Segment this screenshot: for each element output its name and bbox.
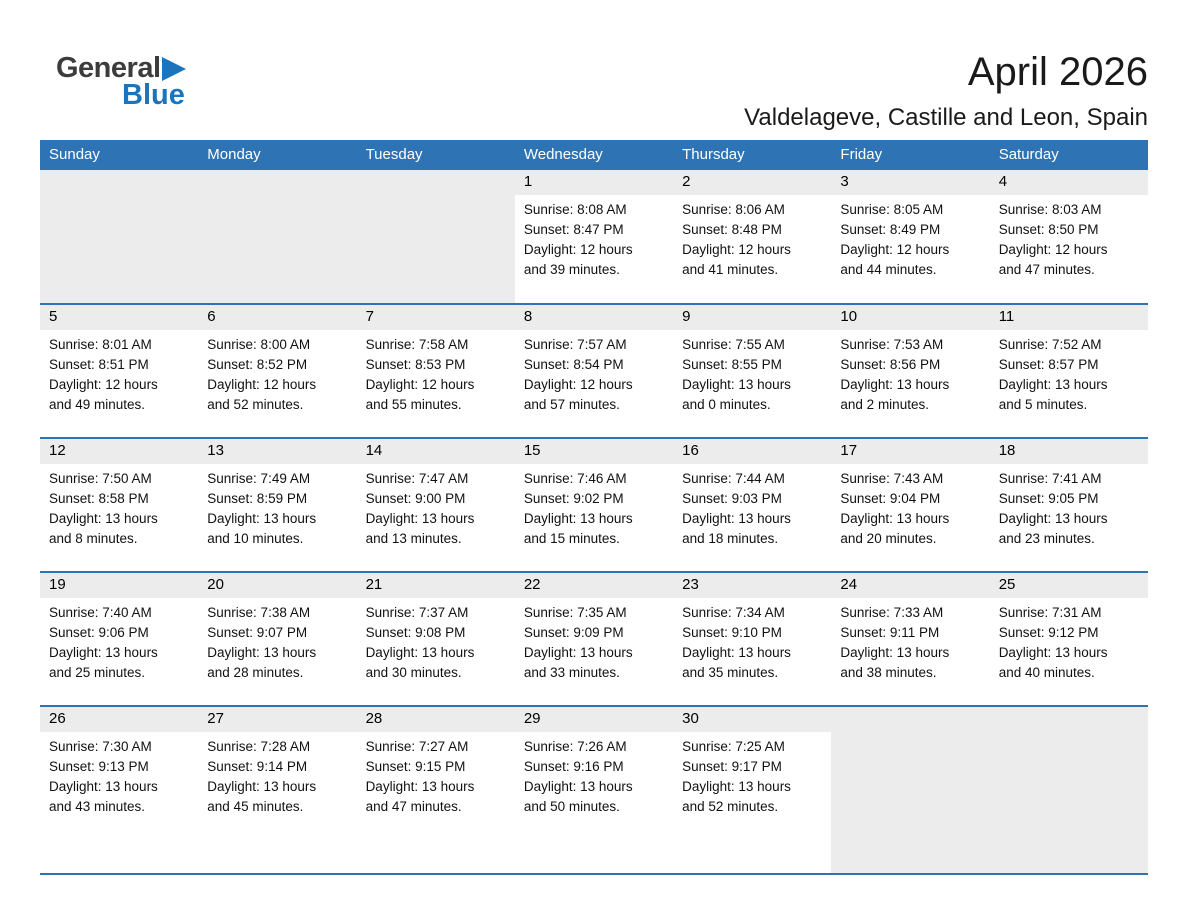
- day-number: 5: [40, 305, 198, 330]
- day-detail-line: and 45 minutes.: [207, 799, 304, 815]
- day-detail-line: Sunset: 9:16 PM: [523, 758, 624, 774]
- day-detail-line: Daylight: 13 hours: [840, 511, 950, 527]
- day-detail-line: Sunset: 8:54 PM: [523, 356, 624, 372]
- day-detail-line: Daylight: 13 hours: [998, 645, 1108, 661]
- day-cell-10: [831, 304, 989, 438]
- day-detail-line: Daylight: 13 hours: [998, 511, 1108, 527]
- location-subtitle: Valdelageve, Castille and Leon, Spain: [744, 104, 1148, 131]
- day-details: [515, 464, 673, 550]
- day-cell-29: [515, 706, 673, 874]
- day-detail-line: and 0 minutes.: [682, 397, 771, 413]
- day-detail-line: Daylight: 13 hours: [682, 377, 791, 393]
- day-number: 28: [357, 707, 515, 732]
- day-details: [673, 732, 831, 818]
- day-number: 30: [673, 707, 831, 732]
- day-detail-line: Sunset: 9:14 PM: [207, 758, 308, 774]
- day-details: [357, 598, 515, 684]
- day-cell-7: [357, 304, 515, 438]
- day-cell-24: [831, 572, 989, 706]
- day-detail-line: and 38 minutes.: [840, 665, 937, 681]
- day-detail-line: and 55 minutes.: [365, 397, 462, 413]
- day-detail-line: and 39 minutes.: [523, 262, 620, 278]
- day-detail-line: and 10 minutes.: [207, 531, 304, 547]
- day-detail-line: Sunrise: 7:26 AM: [523, 738, 627, 754]
- title-block: [744, 50, 1148, 132]
- day-number: 11: [990, 305, 1148, 330]
- day-number: 24: [831, 573, 989, 598]
- day-cell-13: [198, 438, 356, 572]
- day-detail-line: Daylight: 13 hours: [365, 511, 475, 527]
- day-detail-line: Sunrise: 7:40 AM: [49, 604, 152, 620]
- day-cell-1: [515, 170, 673, 304]
- calendar-head: [40, 140, 1148, 170]
- day-cell-2: [673, 170, 831, 304]
- day-detail-line: and 52 minutes.: [682, 799, 779, 815]
- day-detail-line: and 5 minutes.: [998, 397, 1088, 413]
- day-detail-line: Sunset: 9:08 PM: [365, 624, 466, 640]
- day-detail-line: Sunrise: 7:31 AM: [998, 604, 1102, 620]
- day-detail-line: Sunset: 9:04 PM: [840, 490, 941, 506]
- day-detail-line: Daylight: 13 hours: [998, 377, 1108, 393]
- day-number: 15: [515, 439, 673, 464]
- day-details: [198, 732, 356, 818]
- day-cell-12: [40, 438, 198, 572]
- weekday-header-monday: Monday: [198, 140, 356, 170]
- general-blue-logo: [40, 50, 186, 110]
- day-details: [357, 732, 515, 818]
- day-detail-line: Daylight: 13 hours: [523, 511, 633, 527]
- day-cell-5: [40, 304, 198, 438]
- day-details: [198, 598, 356, 684]
- day-detail-line: Sunset: 8:49 PM: [840, 221, 941, 237]
- day-detail-line: Sunrise: 7:41 AM: [998, 470, 1102, 486]
- day-number: 3: [831, 170, 989, 195]
- week-row-2: [40, 304, 1148, 438]
- day-cell-25: [990, 572, 1148, 706]
- day-detail-line: Daylight: 12 hours: [840, 242, 950, 258]
- day-detail-line: Sunset: 8:55 PM: [682, 356, 782, 372]
- day-detail-line: Sunrise: 7:46 AM: [523, 470, 627, 486]
- day-detail-line: and 40 minutes.: [998, 665, 1095, 681]
- day-detail-line: Sunrise: 8:08 AM: [523, 201, 627, 217]
- day-cell-22: [515, 572, 673, 706]
- day-number: 7: [357, 305, 515, 330]
- day-detail-line: Daylight: 12 hours: [523, 377, 633, 393]
- weekday-header-row: [40, 140, 1148, 170]
- day-detail-line: and 13 minutes.: [365, 531, 462, 547]
- day-detail-line: and 41 minutes.: [682, 262, 779, 278]
- day-number: 26: [40, 707, 198, 732]
- day-cell-28: [357, 706, 515, 874]
- logo-text-general: General: [56, 52, 161, 84]
- day-detail-line: Daylight: 13 hours: [682, 779, 791, 795]
- day-cell-3: [831, 170, 989, 304]
- day-detail-line: Sunset: 9:07 PM: [207, 624, 308, 640]
- day-detail-line: Sunrise: 8:00 AM: [207, 336, 311, 352]
- page-title: April 2026: [967, 50, 1148, 94]
- day-detail-line: and 35 minutes.: [682, 665, 779, 681]
- day-details: [40, 732, 198, 818]
- day-details: [673, 598, 831, 684]
- day-detail-line: Sunset: 8:53 PM: [365, 356, 466, 372]
- day-detail-line: Sunrise: 7:28 AM: [207, 738, 311, 754]
- day-details: [515, 330, 673, 416]
- day-cell-11: [990, 304, 1148, 438]
- day-detail-line: Sunset: 9:06 PM: [49, 624, 149, 640]
- day-detail-line: Daylight: 12 hours: [207, 377, 317, 393]
- day-detail-line: Sunrise: 7:55 AM: [682, 336, 785, 352]
- day-detail-line: Sunset: 9:03 PM: [682, 490, 782, 506]
- day-number: 21: [357, 573, 515, 598]
- day-cell-15: [515, 438, 673, 572]
- day-details: [990, 195, 1148, 281]
- day-detail-line: and 47 minutes.: [998, 262, 1095, 278]
- day-cell-17: [831, 438, 989, 572]
- day-detail-line: and 43 minutes.: [49, 799, 146, 815]
- weekday-header-sunday: Sunday: [40, 140, 198, 170]
- day-detail-line: Sunrise: 7:43 AM: [840, 470, 944, 486]
- day-detail-line: Sunrise: 7:53 AM: [840, 336, 944, 352]
- day-details: [357, 330, 515, 416]
- day-number: 9: [673, 305, 831, 330]
- day-detail-line: Daylight: 13 hours: [207, 645, 317, 661]
- day-details: [673, 195, 831, 281]
- week-row-5: [40, 706, 1148, 874]
- day-number: 10: [831, 305, 989, 330]
- day-detail-line: and 49 minutes.: [49, 397, 146, 413]
- day-detail-line: Sunrise: 8:06 AM: [682, 201, 785, 217]
- day-details: [515, 195, 673, 281]
- day-detail-line: Sunrise: 7:35 AM: [523, 604, 627, 620]
- day-detail-line: Sunrise: 7:49 AM: [207, 470, 311, 486]
- day-detail-line: Sunset: 9:17 PM: [682, 758, 782, 774]
- day-detail-line: Sunrise: 7:27 AM: [365, 738, 469, 754]
- day-cell-4: [990, 170, 1148, 304]
- day-detail-line: Sunrise: 7:57 AM: [523, 336, 627, 352]
- day-detail-line: and 15 minutes.: [523, 531, 620, 547]
- day-details: [831, 464, 989, 550]
- day-detail-line: and 44 minutes.: [840, 262, 937, 278]
- day-details: [831, 330, 989, 416]
- day-number: 25: [990, 573, 1148, 598]
- day-detail-line: Sunrise: 7:44 AM: [682, 470, 785, 486]
- day-detail-line: Daylight: 12 hours: [998, 242, 1108, 258]
- calendar-table: [40, 140, 1148, 875]
- day-detail-line: and 57 minutes.: [523, 397, 620, 413]
- day-detail-line: Sunset: 9:15 PM: [365, 758, 466, 774]
- week-row-1: [40, 170, 1148, 304]
- empty-day-cell: [357, 170, 515, 304]
- day-detail-line: Sunrise: 8:01 AM: [49, 336, 152, 352]
- day-detail-line: Daylight: 13 hours: [207, 779, 317, 795]
- weekday-header-thursday: Thursday: [673, 140, 831, 170]
- day-details: [357, 464, 515, 550]
- day-detail-line: Sunrise: 8:03 AM: [998, 201, 1102, 217]
- week-row-4: [40, 572, 1148, 706]
- day-detail-line: Sunset: 9:09 PM: [523, 624, 624, 640]
- day-detail-line: Daylight: 13 hours: [840, 645, 950, 661]
- day-detail-line: Sunset: 9:02 PM: [523, 490, 624, 506]
- empty-day-cell: [990, 706, 1148, 874]
- empty-day-cell: [831, 706, 989, 874]
- weekday-header-friday: Friday: [831, 140, 989, 170]
- day-detail-line: and 25 minutes.: [49, 665, 146, 681]
- day-detail-line: Sunrise: 7:52 AM: [998, 336, 1102, 352]
- day-detail-line: Daylight: 13 hours: [49, 645, 158, 661]
- day-detail-line: Daylight: 12 hours: [49, 377, 158, 393]
- day-detail-line: Daylight: 12 hours: [682, 242, 791, 258]
- day-detail-line: and 47 minutes.: [365, 799, 462, 815]
- day-detail-line: Sunrise: 7:47 AM: [365, 470, 469, 486]
- day-number: 2: [673, 170, 831, 195]
- day-details: [990, 330, 1148, 416]
- day-details: [831, 195, 989, 281]
- day-details: [990, 598, 1148, 684]
- day-detail-line: Sunset: 9:12 PM: [998, 624, 1099, 640]
- day-number: 1: [515, 170, 673, 195]
- day-detail-line: Sunset: 8:47 PM: [523, 221, 624, 237]
- day-cell-23: [673, 572, 831, 706]
- page-header: [0, 0, 1188, 140]
- day-number: 13: [198, 439, 356, 464]
- day-number: 22: [515, 573, 673, 598]
- day-detail-line: and 33 minutes.: [523, 665, 620, 681]
- day-detail-line: Daylight: 13 hours: [682, 511, 791, 527]
- day-detail-line: and 23 minutes.: [998, 531, 1095, 547]
- day-detail-line: Sunset: 9:11 PM: [840, 624, 940, 640]
- day-number: 12: [40, 439, 198, 464]
- day-detail-line: Daylight: 13 hours: [207, 511, 317, 527]
- day-cell-9: [673, 304, 831, 438]
- day-cell-6: [198, 304, 356, 438]
- day-detail-line: and 28 minutes.: [207, 665, 304, 681]
- day-detail-line: Sunset: 9:13 PM: [49, 758, 149, 774]
- day-detail-line: Sunrise: 7:38 AM: [207, 604, 311, 620]
- day-detail-line: Sunset: 9:00 PM: [365, 490, 466, 506]
- day-details: [515, 732, 673, 818]
- day-details: [673, 330, 831, 416]
- weekday-header-wednesday: Wednesday: [515, 140, 673, 170]
- day-detail-line: Sunrise: 7:34 AM: [682, 604, 785, 620]
- day-detail-line: Daylight: 12 hours: [365, 377, 475, 393]
- day-detail-line: Daylight: 13 hours: [682, 645, 791, 661]
- day-detail-line: and 20 minutes.: [840, 531, 937, 547]
- day-detail-line: Sunrise: 7:37 AM: [365, 604, 469, 620]
- empty-day-cell: [40, 170, 198, 304]
- day-detail-line: and 30 minutes.: [365, 665, 462, 681]
- day-detail-line: and 18 minutes.: [682, 531, 779, 547]
- day-detail-line: Sunset: 8:50 PM: [998, 221, 1099, 237]
- day-detail-line: Daylight: 13 hours: [523, 779, 633, 795]
- day-number: 29: [515, 707, 673, 732]
- day-cell-16: [673, 438, 831, 572]
- logo-triangle-icon: [162, 57, 186, 81]
- day-details: [990, 464, 1148, 550]
- day-number: 20: [198, 573, 356, 598]
- day-detail-line: Sunset: 9:10 PM: [682, 624, 782, 640]
- day-detail-line: and 50 minutes.: [523, 799, 620, 815]
- day-detail-line: and 52 minutes.: [207, 397, 304, 413]
- day-detail-line: Sunrise: 7:30 AM: [49, 738, 152, 754]
- day-number: 18: [990, 439, 1148, 464]
- empty-day-cell: [198, 170, 356, 304]
- day-cell-21: [357, 572, 515, 706]
- day-cell-26: [40, 706, 198, 874]
- day-detail-line: Daylight: 13 hours: [840, 377, 950, 393]
- day-detail-line: Sunrise: 8:05 AM: [840, 201, 944, 217]
- day-detail-line: Sunrise: 7:33 AM: [840, 604, 944, 620]
- day-details: [40, 464, 198, 550]
- day-detail-line: Sunrise: 7:25 AM: [682, 738, 785, 754]
- day-number: 6: [198, 305, 356, 330]
- day-number: 19: [40, 573, 198, 598]
- day-detail-line: Daylight: 13 hours: [49, 511, 158, 527]
- day-detail-line: and 8 minutes.: [49, 531, 138, 547]
- day-detail-line: Daylight: 13 hours: [365, 645, 475, 661]
- week-row-3: [40, 438, 1148, 572]
- day-detail-line: Daylight: 13 hours: [523, 645, 633, 661]
- day-number: 8: [515, 305, 673, 330]
- day-details: [40, 330, 198, 416]
- day-cell-19: [40, 572, 198, 706]
- day-detail-line: Sunset: 9:05 PM: [998, 490, 1099, 506]
- day-number: 16: [673, 439, 831, 464]
- day-details: [831, 598, 989, 684]
- day-detail-line: Sunset: 8:51 PM: [49, 356, 149, 372]
- day-details: [40, 598, 198, 684]
- day-details: [515, 598, 673, 684]
- weekday-header-tuesday: Tuesday: [357, 140, 515, 170]
- day-detail-line: Sunrise: 7:50 AM: [49, 470, 152, 486]
- day-detail-line: Sunrise: 7:58 AM: [365, 336, 469, 352]
- day-detail-line: Daylight: 13 hours: [49, 779, 158, 795]
- day-detail-line: Sunset: 8:56 PM: [840, 356, 941, 372]
- day-cell-18: [990, 438, 1148, 572]
- day-cell-30: [673, 706, 831, 874]
- day-detail-line: Daylight: 12 hours: [523, 242, 633, 258]
- calendar-body: [40, 170, 1148, 874]
- day-cell-14: [357, 438, 515, 572]
- day-number: 4: [990, 170, 1148, 195]
- day-details: [198, 464, 356, 550]
- day-cell-20: [198, 572, 356, 706]
- day-number: 27: [198, 707, 356, 732]
- day-cell-27: [198, 706, 356, 874]
- day-number: 23: [673, 573, 831, 598]
- day-number: 14: [357, 439, 515, 464]
- day-detail-line: and 2 minutes.: [840, 397, 929, 413]
- day-detail-line: Daylight: 13 hours: [365, 779, 475, 795]
- day-number: 17: [831, 439, 989, 464]
- logo-text-blue: Blue: [122, 79, 185, 111]
- day-cell-8: [515, 304, 673, 438]
- day-detail-line: Sunset: 8:48 PM: [682, 221, 782, 237]
- day-detail-line: Sunset: 8:59 PM: [207, 490, 308, 506]
- day-detail-line: Sunset: 8:52 PM: [207, 356, 308, 372]
- day-detail-line: Sunset: 8:58 PM: [49, 490, 149, 506]
- day-details: [198, 330, 356, 416]
- day-details: [673, 464, 831, 550]
- day-detail-line: Sunset: 8:57 PM: [998, 356, 1099, 372]
- weekday-header-saturday: Saturday: [990, 140, 1148, 170]
